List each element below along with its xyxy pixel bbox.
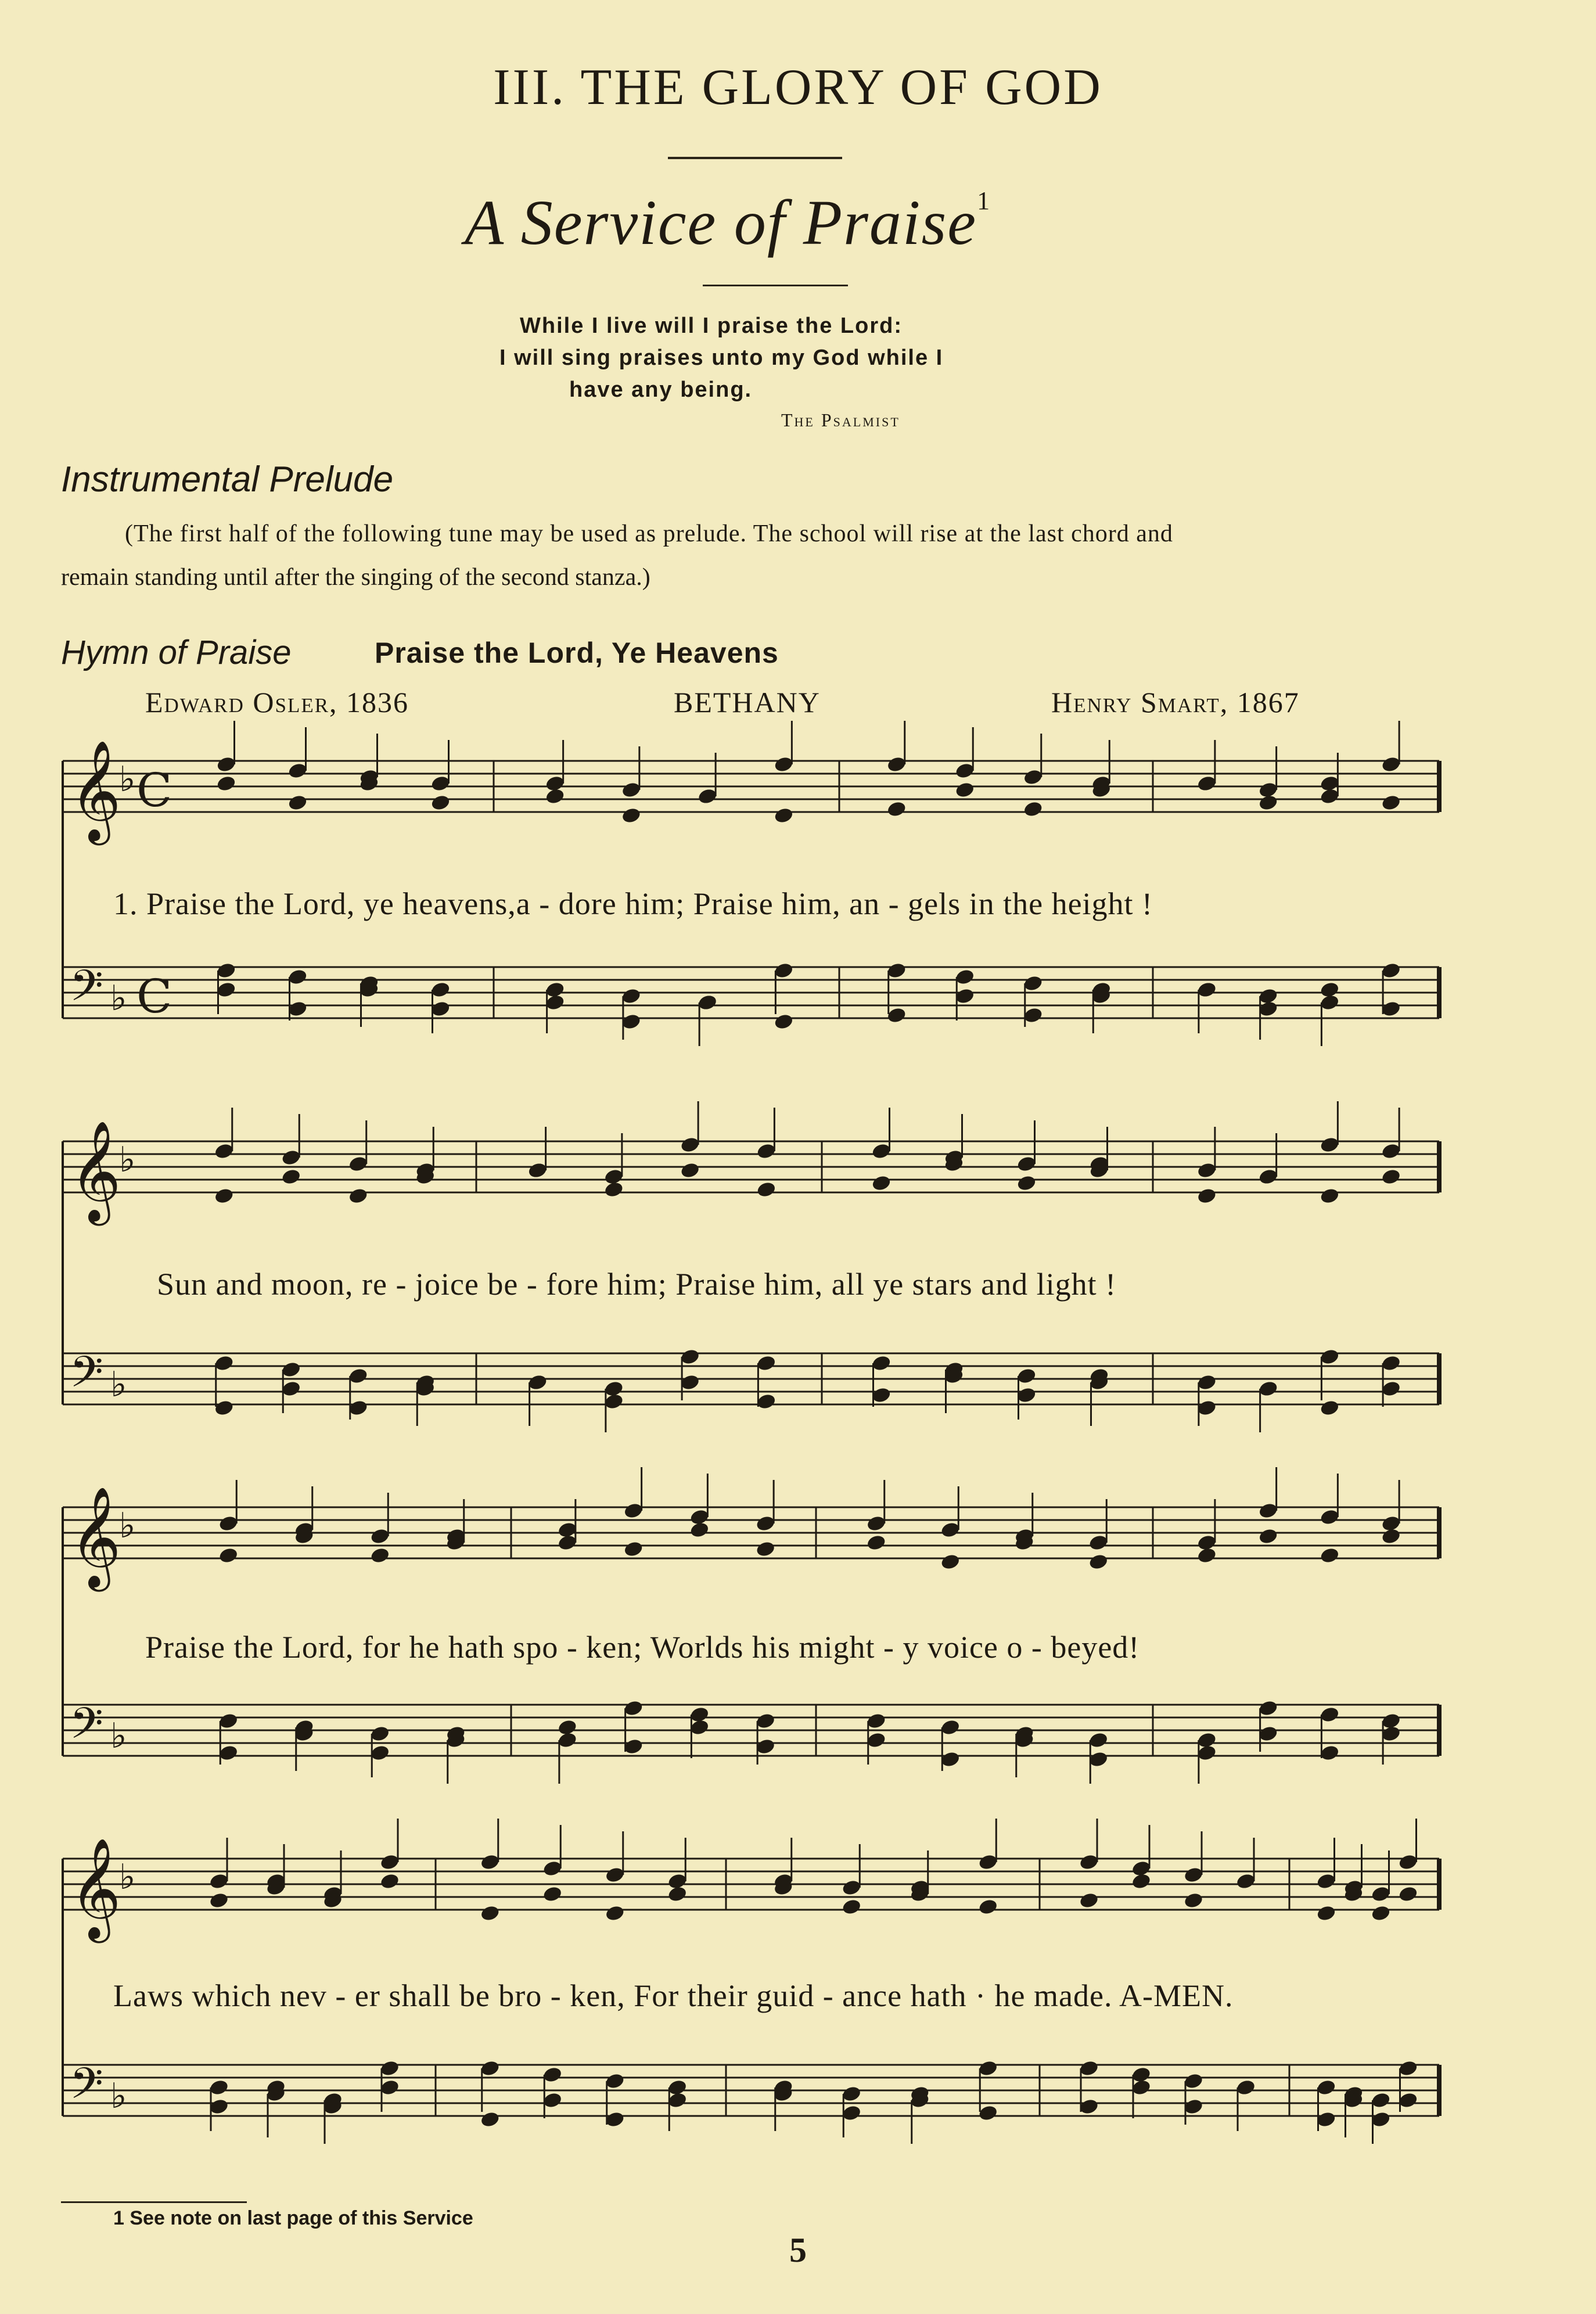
lyric-line-4: Laws which nev - er shall be bro - ken, For their guid - ance hath · he made. A-MEN. — [113, 1978, 1234, 2013]
notehead — [1183, 1892, 1204, 1910]
notehead — [1381, 1528, 1401, 1546]
notehead — [1196, 1187, 1217, 1205]
flat-icon: ♭ — [110, 2076, 127, 2117]
service-title-text: A Service of Praise — [465, 187, 977, 258]
notehead — [1131, 1873, 1152, 1891]
section-title: III. THE GLORY OF GOD — [493, 59, 1103, 116]
notehead — [430, 794, 451, 812]
notehead — [369, 1547, 390, 1565]
hymn-author: Edward Osler, 1836 — [145, 686, 409, 718]
lyric-line-3: Praise the Lord, for he hath spo - ken; Worlds his might - y voice o - beyed! — [145, 1630, 1140, 1665]
notehead — [774, 807, 795, 825]
notehead — [866, 1534, 887, 1552]
notehead — [1196, 1547, 1217, 1565]
flat-icon: ♭ — [110, 1364, 127, 1405]
footnote-mark: 1 — [977, 186, 991, 215]
notehead — [545, 788, 566, 806]
notehead — [480, 2111, 501, 2129]
notehead — [841, 1898, 862, 1916]
bass-clef-icon: 𝄢 — [70, 2058, 103, 2119]
flat-icon: ♭ — [110, 1716, 127, 1756]
notehead — [940, 1553, 961, 1571]
notehead — [756, 1181, 777, 1199]
notehead — [1320, 1187, 1340, 1205]
notehead — [1320, 981, 1340, 999]
notehead — [480, 1905, 501, 1923]
notehead — [1023, 800, 1044, 818]
notehead — [667, 1885, 688, 1903]
footnote: 1 See note on last page of this Service — [113, 2207, 473, 2229]
flat-icon: ♭ — [110, 978, 127, 1019]
bass-clef-icon: 𝄢 — [70, 1347, 103, 1408]
treble-clef-icon: 𝄞 — [70, 1486, 121, 1587]
footnote-divider — [61, 2201, 247, 2203]
notehead — [603, 1181, 624, 1199]
epigraph-attribution: The Psalmist — [781, 409, 900, 430]
notehead — [621, 807, 642, 825]
notehead — [977, 1898, 998, 1916]
notehead — [348, 1187, 369, 1205]
epigraph-line-3: have any being. — [569, 378, 753, 402]
hymn-title: Praise the Lord, Ye Heavens — [375, 637, 779, 669]
notehead — [605, 1905, 626, 1923]
notehead — [774, 1013, 795, 1031]
notehead — [689, 1521, 710, 1539]
notehead — [1088, 1553, 1109, 1571]
prelude-heading: Instrumental Prelude — [61, 459, 394, 500]
common-time-icon: C — [136, 763, 172, 817]
page-number: 5 — [789, 2231, 807, 2269]
notehead — [954, 781, 975, 799]
flat-icon: ♭ — [119, 1505, 136, 1546]
notehead — [1320, 1547, 1340, 1565]
notehead — [379, 1873, 400, 1891]
common-time-icon: C — [136, 969, 172, 1023]
lyric-line-1: 1. Praise the Lord, ye heavens,a - dore him; Praise him, an - gels in the height ! — [113, 886, 1153, 921]
tune-name: BETHANY — [674, 686, 821, 718]
flat-icon: ♭ — [119, 1140, 136, 1180]
notehead — [1016, 1174, 1037, 1192]
bass-clef-icon: 𝄢 — [70, 1698, 103, 1759]
notehead — [623, 1540, 644, 1558]
notehead — [1398, 1885, 1419, 1903]
notehead — [542, 1885, 563, 1903]
flat-icon: ♭ — [119, 1857, 136, 1898]
notehead — [218, 1547, 239, 1565]
notehead — [1258, 794, 1279, 812]
prelude-note-line-2: remain standing until after the singing of the second stanza.) — [61, 564, 650, 591]
treble-clef-icon: 𝄞 — [70, 1838, 121, 1939]
notehead — [214, 1187, 235, 1205]
notehead — [871, 1174, 892, 1192]
flat-icon: ♭ — [119, 759, 136, 800]
notehead — [281, 1168, 301, 1186]
epigraph-line-2: I will sing praises unto my God while I — [499, 346, 944, 370]
lyric-line-2: Sun and moon, re - joice be - fore him; Praise him, all ye stars and light ! — [157, 1267, 1117, 1302]
notehead — [1381, 794, 1401, 812]
treble-clef-icon: 𝄞 — [70, 1120, 121, 1221]
notehead — [1371, 1905, 1392, 1923]
notehead — [755, 1540, 776, 1558]
notehead — [287, 794, 308, 812]
notehead — [886, 800, 907, 818]
treble-clef-icon: 𝄞 — [70, 740, 121, 841]
prelude-note-line-1: (The first half of the following tune may be used as prelude. The school will rise at the last chord and — [125, 520, 1173, 547]
notehead — [1381, 1168, 1401, 1186]
notehead — [1079, 1892, 1099, 1910]
notehead — [1258, 1528, 1279, 1546]
bass-clef-icon: 𝄢 — [70, 961, 103, 1022]
notehead — [680, 1162, 700, 1180]
hymn-composer: Henry Smart, 1867 — [1051, 686, 1300, 718]
epigraph-line-1: While I live will I praise the Lord: — [520, 314, 903, 338]
notehead — [209, 1892, 229, 1910]
notehead — [557, 1719, 578, 1737]
notehead — [1320, 1399, 1340, 1417]
hymn-label: Hymn of Praise — [61, 634, 292, 671]
notehead — [216, 775, 237, 793]
notehead — [1316, 1905, 1337, 1923]
